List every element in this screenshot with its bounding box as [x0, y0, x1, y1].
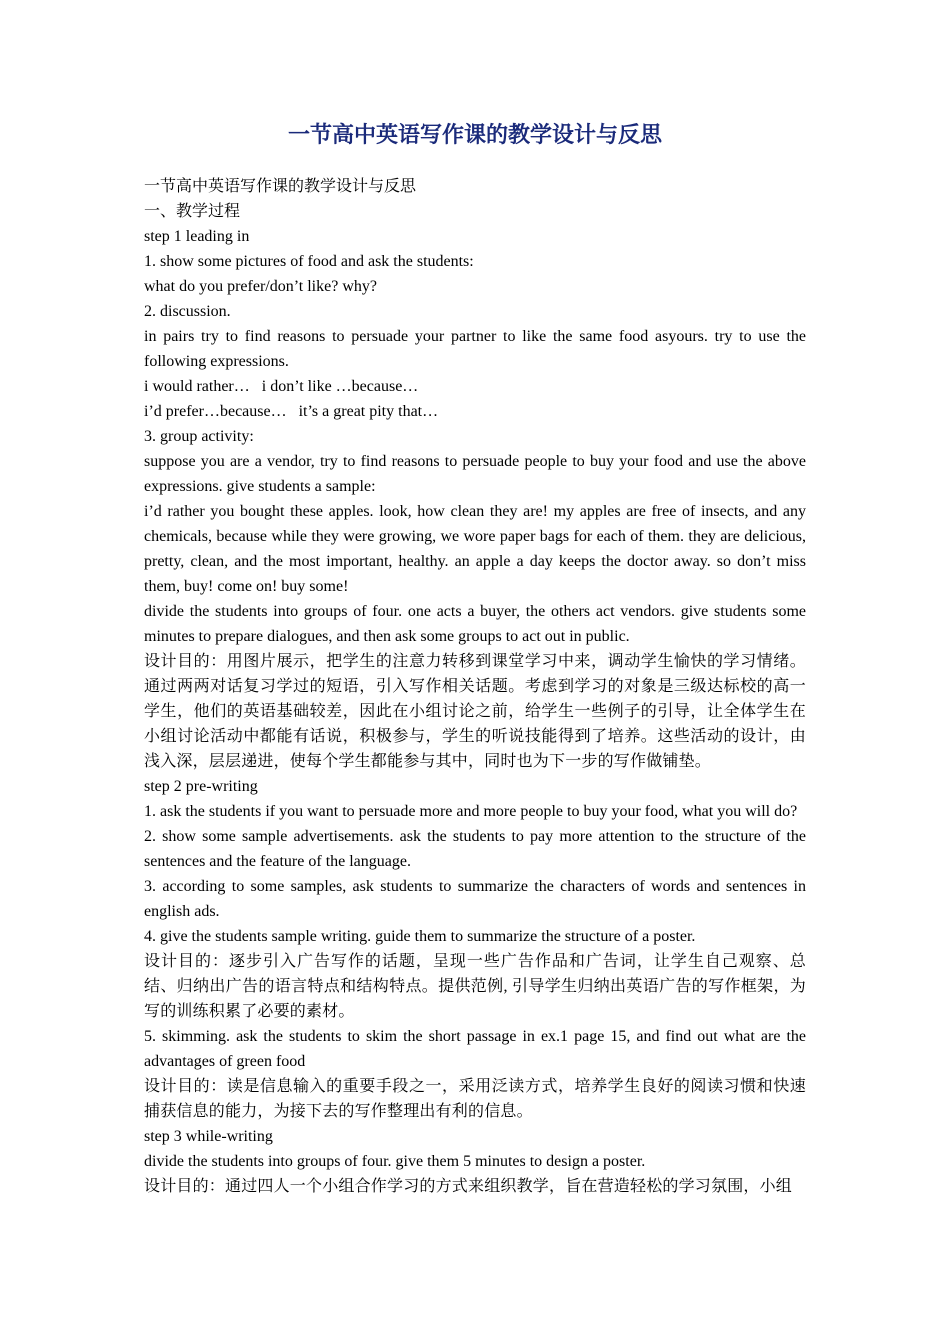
paragraph: suppose you are a vendor, try to find reasons to persuade people to buy your food and use the above expressions. give students a sample: [144, 453, 806, 495]
paragraph: 5. skimming. ask the students to skim the short passage in ex.1 page 15, and find out what are the advantages of green food [144, 1028, 806, 1070]
paragraph: divide the students into groups of four. one acts a buyer, the others act vendors. give students some minutes to prepare dialogues, and then ask some groups to act out in public. [144, 603, 806, 645]
paragraph: 4. give the students sample writing. guide them to summarize the structure of a poster. [144, 928, 696, 945]
subtitle-line: 一节高中英语写作课的教学设计与反思 [144, 178, 417, 195]
step-heading: step 3 while-writing [144, 1128, 273, 1145]
paragraph: in pairs try to find reasons to persuade your partner to like the same food asyours. try to use the following expressions. [144, 328, 806, 370]
step-heading: step 2 pre-writing [144, 778, 258, 795]
paragraph: divide the students into groups of four. give them 5 minutes to design a poster. [144, 1153, 646, 1170]
step-heading: step 1 leading in [144, 228, 250, 245]
design-purpose-paragraph: 设计目的：通过四人一个小组合作学习的方式来组织教学，旨在营造轻松的学习氛围，小组 [144, 1178, 793, 1195]
paragraph: 3. according to some samples, ask students to summarize the characters of words and sentences in english ads. [144, 878, 806, 920]
section-heading: 一、教学过程 [144, 203, 241, 220]
expression-line: i’d prefer…because… it’s a great pity that… [144, 403, 439, 420]
paragraph: 1. show some pictures of food and ask the students: [144, 253, 474, 270]
paragraph: 3. group activity: [144, 428, 254, 445]
expression-line: i would rather… i don’t like …because… [144, 378, 419, 395]
paragraph: what do you prefer/don’t like? why? [144, 278, 377, 295]
design-purpose-paragraph: 设计目的：用图片展示，把学生的注意力转移到课堂学习中来，调动学生愉快的学习情绪。通过两两对话复习学过的短语，引入写作相关话题。考虑到学习的对象是三级达标校的高一学生，他们的英语基础较差，因此在小组讨论之前，给学生一些例子的引导，让全体学生在小组讨论活动中都能有话说，积极参与，学生的听说技能得到了培养。这些活动的设计，由浅入深，层层递进，使每个学生都能参与其中，同时也为下一步的写作做铺垫。 [144, 653, 806, 770]
design-purpose-paragraph: 设计目的：逐步引入广告写作的话题，呈现一些广告作品和广告词，让学生自己观察、总结、归纳出广告的语言特点和结构特点。提供范例, 引导学生归纳出英语广告的写作框架，为写的训练积累了必要的素材。 [144, 953, 806, 1020]
document-body [144, 174, 806, 1199]
document-title: 一节高中英语写作课的教学设计与反思 [287, 123, 662, 148]
paragraph: 2. discussion. [144, 303, 231, 320]
sample-paragraph: i’d rather you bought these apples. look, how clean they are! my apples are free of insects, and any chemicals, because while they were growing, we wore paper bags for each of them. they are delicious, pretty, clean, and the most important, healthy. an apple a day keeps the doctor away. so don’t miss them, buy! come on! buy some! [144, 503, 806, 595]
paragraph: 1. ask the students if you want to persuade more and more people to buy your food, what you will do? [144, 803, 798, 820]
paragraph: 2. show some sample advertisements. ask the students to pay more attention to the structure of the sentences and the feature of the language. [144, 828, 806, 870]
design-purpose-paragraph: 设计目的：读是信息输入的重要手段之一，采用泛读方式，培养学生良好的阅读习惯和快速捕获信息的能力，为接下去的写作整理出有利的信息。 [144, 1078, 806, 1120]
